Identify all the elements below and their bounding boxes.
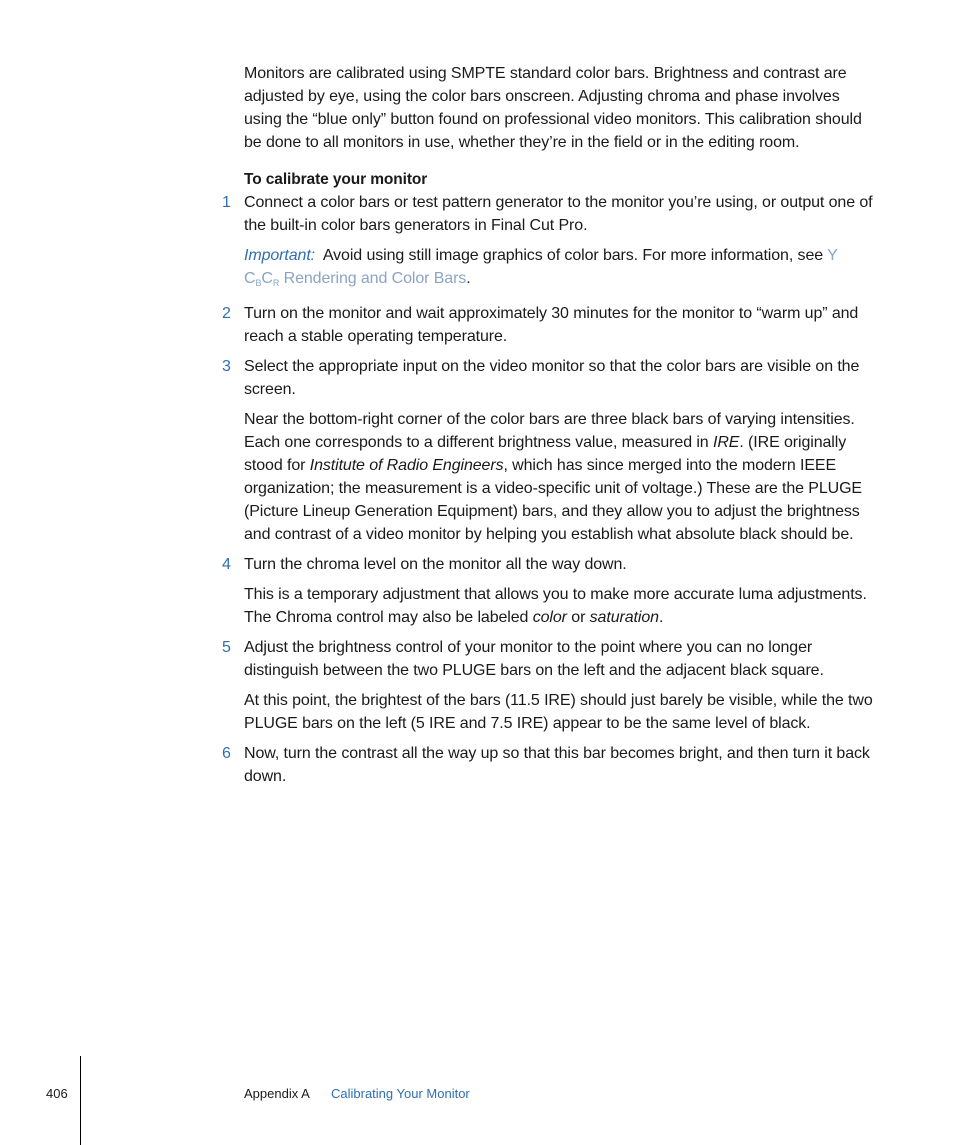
step-3-note: Near the bottom-right corner of the color bars are three black bars of varying intensities. Each one corresponds to a different brightness value, measured in IRE. (IRE originally stood for Institute of Radio Engineers, which has since merged into the modern IEEE organization; the measurement is a video-specific unit of voltage.) These are the PLUGE (Picture Lineup Generation Equipment) bars, and they allow you to adjust the brightness and contrast of a video monitor by helping you establish what absolute black should be.: [244, 411, 863, 543]
step-5-note: At this point, the brightest of the bars (11.5 IRE) should just barely be visible, while the two PLUGE bars on the left (5 IRE and 7.5 IRE) appear to be the same level of black.: [244, 692, 873, 732]
important-text: Avoid using still image graphics of color bars. For more information, see: [322, 247, 824, 264]
step-1: [222, 191, 876, 237]
page-number: 406: [46, 1086, 68, 1101]
step-number: 1: [222, 194, 231, 211]
step-4-note: This is a temporary adjustment that allows you to make more accurate luma adjustments. The Chroma control may also be labeled color or saturation.: [244, 586, 867, 626]
step-text: Turn on the monitor and wait approximately 30 minutes for the monitor to “warm up” and reach a stable operating temperature.: [244, 305, 859, 345]
important-label: Important:: [244, 247, 316, 264]
ycbcr-rendering-link[interactable]: Y $C_BC_R$ Rendering and Color Bars: [244, 247, 838, 288]
intro-paragraph: Monitors are calibrated using SMPTE standard color bars. Brightness and contrast are adjusted by eye, using the color bars onscreen. Adjusting chroma and phase involves using the “blue only” button found on professional video monitors. This calibration should be done to all monitors in use, whether they’re in the field or in the editing room.: [244, 65, 862, 151]
footer-appendix-label: Appendix A: [244, 1086, 310, 1101]
step-text: Turn the chroma level on the monitor all the way down.: [244, 556, 627, 573]
step-text: Select the appropriate input on the video monitor so that the color bars are visible on the screen.: [244, 358, 860, 398]
step-text: Now, turn the contrast all the way up so that this bar becomes bright, and then turn it back down.: [244, 745, 870, 785]
footer-chapter-title: Calibrating Your Monitor: [331, 1086, 470, 1101]
step-4: [222, 553, 876, 576]
step-number: 5: [222, 639, 231, 656]
footer-divider: [80, 1056, 81, 1145]
step-number: 2: [222, 305, 231, 322]
step-6: [222, 742, 876, 788]
step-3: [222, 355, 876, 401]
step-number: 6: [222, 745, 231, 762]
step-2: [222, 302, 876, 348]
document-body: [222, 62, 876, 795]
step-text: Connect a color bars or test pattern generator to the monitor you’re using, or output one of the built-in color bars generators in Final Cut Pro.: [244, 194, 873, 234]
important-note: Important: Avoid using still image graphics of color bars. For more information, see Y $C_BC_R$ Rendering and Color Bars.: [244, 247, 838, 288]
step-number: 4: [222, 556, 231, 573]
step-5: [222, 636, 876, 682]
step-number: 3: [222, 358, 231, 375]
step-text: Adjust the brightness control of your monitor to the point where you can no longer distinguish between the two PLUGE bars on the left and the adjacent black square.: [244, 639, 824, 679]
procedure-heading: To calibrate your monitor: [244, 171, 428, 188]
